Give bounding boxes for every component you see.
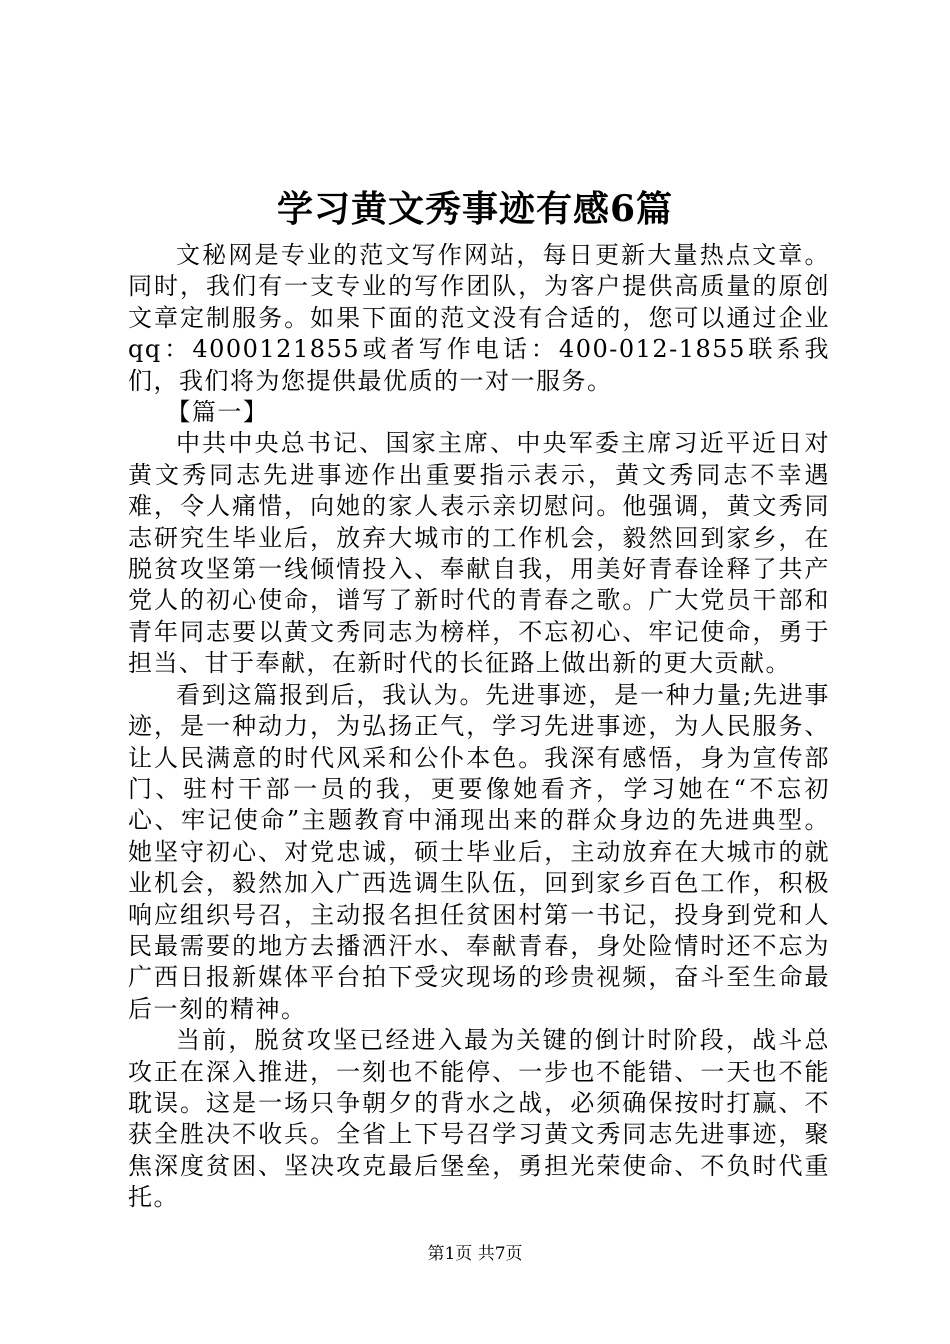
document-body [128, 240, 830, 1214]
body-paragraph: 中共中央总书记、国家主席、中央军委主席习近平近日对黄文秀同志先进事迹作出重要指示表示，黄文秀同志不幸遇难，令人痛惜，向她的家人表示亲切慰问。他强调，黄文秀同志研究生毕业后，放弃大城市的工作机会，毅然回到家乡，在脱贫攻坚第一线倾情投入、奉献自我，用美好青春诠释了共产党人的初心使命，谱写了新时代的青春之歌。广大党员干部和青年同志要以黄文秀同志为榜样，不忘初心、牢记使命，勇于担当、甘于奉献，在新时代的长征路上做出新的更大贡献。 [128, 429, 830, 678]
page-footer: 第1页 共7页 [427, 1244, 523, 1264]
body-paragraph: 当前，脱贫攻坚已经进入最为关键的倒计时阶段，战斗总攻正在深入推进，一刻也不能停、一步也不能错、一天也不能耽误。这是一场只争朝夕的背水之战，必须确保按时打赢、不获全胜决不收兵。全省上下号召学习黄文秀同志先进事迹，聚焦深度贫困、坚决攻克最后堡垒，勇担光荣使命、不负时代重托。 [128, 1026, 830, 1212]
intro-paragraph: 文秘网是专业的范文写作网站，每日更新大量热点文章。同时，我们有一支专业的写作团队，为客户提供高质量的原创文章定制服务。如果下面的范文没有合适的，您可以通过企业qq：4000121855或者写作电话：400-012-1855联系我们，我们将为您提供最优质的一对一服务。 [128, 241, 830, 395]
body-paragraph: 看到这篇报到后，我认为。先进事迹，是一种力量;先进事迹，是一种动力，为弘扬正气，学习先进事迹，为人民服务、让人民满意的时代风采和公仆本色。我深有感悟，身为宣传部门、驻村干部一员的我，更要像她看齐，学习她在“不忘初心、牢记使命”主题教育中涌现出来的群众身边的先进典型。她坚守初心、对党忠诚，硕士毕业后，主动放弃在大城市的就业机会，毅然加入广西选调生队伍，回到家乡百色工作，积极响应组织号召，主动报名担任贫困村第一书记，投身到党和人民最需要的地方去播洒汗水、奉献青春，身处险情时还不忘为广西日报新媒体平台拍下受灾现场的珍贵视频，奋斗至生命最后一刻的精神。 [128, 680, 830, 1023]
section-heading: 【篇一】 [166, 398, 269, 427]
document-title: 学习黄文秀事迹有感6篇 [276, 188, 674, 230]
